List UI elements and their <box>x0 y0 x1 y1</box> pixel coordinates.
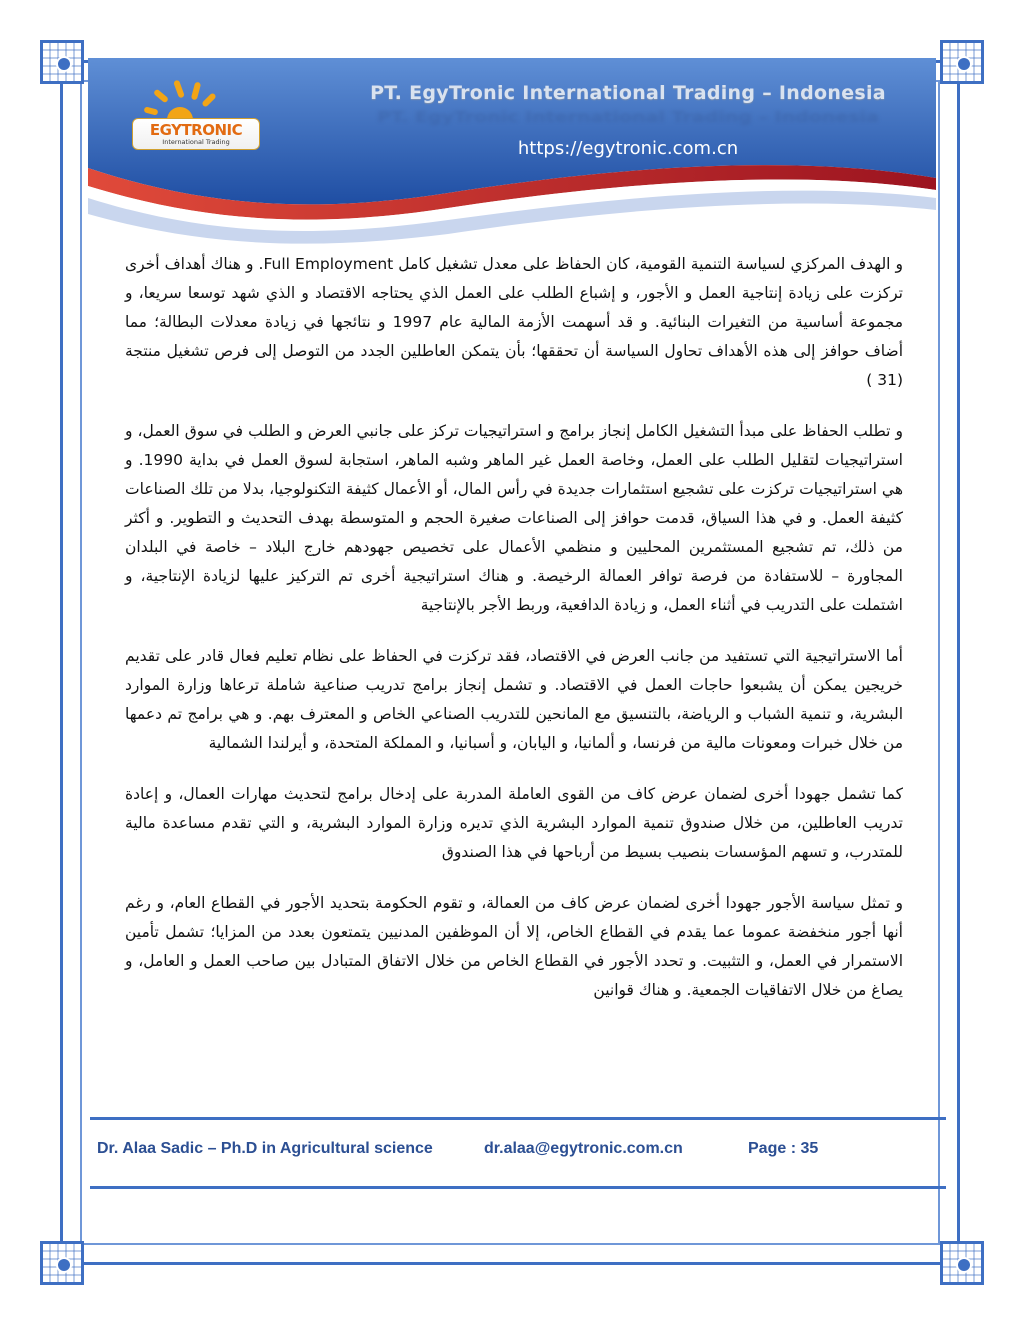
footer-divider <box>90 1117 946 1120</box>
paragraph: أما الاستراتيجية التي تستفيد من جانب العرض في الاقتصاد، فقد تركزت في الحفاظ على نظام تعليم فعال قادر على تقديم خريجين يمكن أن يشبعوا حاجات العمل في الاقتصاد. و تشمل إنجاز برامج تدريب صناعية شاملة ترعاها وزارة الموارد البشرية، و تنمية الشباب و الرياضة، بالتنسيق مع المانحين للتدريب الصناعي الخاص و المعترف بهم. و هي برامج تم دعمها من خلال خبرات ومعونات مالية من فرنسا، و ألمانيا، و اليابان، و أسبانيا، و المملكة المتحدة، و أيرلندا الشمالية <box>125 647 903 752</box>
logo-badge <box>132 118 260 150</box>
footer-email-link[interactable]: dr.alaa@egytronic.com.cn <box>484 1140 683 1157</box>
company-url-link[interactable]: https://egytronic.com.cn <box>517 138 739 159</box>
company-logo <box>118 78 268 158</box>
paragraph: و تمثل سياسة الأجور جهودا أخرى لضمان عرض كاف من العمالة، و تقوم الحكومة بتحديد الأجور في القطاع العام، و رغم أنها أجور منخفضة عموما عما يقدم في القطاع الخاص، إلا أن الموظفين المدنيين يتمتعون بعدد من المزايا؛ تشمل تأمين الاستمرار في العمل، و التثبيت. و تحدد الأجور في القطاع الخاص من خلال الاتفاق المتبادل بين صاحب العمل و العامل، و يصاغ من خلال الاتفاقيات الجمعية. و هناك قوانين <box>125 894 903 999</box>
header-banner <box>88 58 936 248</box>
company-title: PT. EgyTronic International Trading – Indonesia <box>370 82 886 104</box>
logo-name: EGYTRONIC <box>149 121 243 139</box>
paragraph: و الهدف المركزي لسياسة التنمية القومية، كان الحفاظ على معدل تشغيل كامل Full Employment. و هناك أهداف أخرى تركزت على زيادة إنتاجية العمل و الأجور، و إشباع الطلب على العمل الذي يحتاجه الاقتصاد و الذي شهد توسعا سريعا، و مجموعة أساسية من التغيرات البنائية. و قد أسهمت الأزمة المالية عام 1997 و نتائجها في زيادة معدلات البطالة؛ مما أضاف حوافز إلى هذه الأهداف تحاول السياسة أن تحققها؛ بأن يتمكن العاطلين الجدد من التوصل إلى فرص تشغيل منتجة (31 ) <box>125 255 904 389</box>
corner-ornament-icon <box>940 40 984 84</box>
corner-ornament-icon <box>40 1241 84 1285</box>
company-title-reflection: PT. EgyTronic International Trading – Indonesia <box>377 108 879 126</box>
page-number: Page : 35 <box>748 1140 819 1157</box>
logo-tagline: International Trading <box>162 138 230 146</box>
footer-divider <box>90 1186 946 1189</box>
paragraph: كما تشمل جهودا أخرى لضمان عرض كاف من القوى العاملة المدربة على إدخال برامج لتحديث مهارات العمال، و إعادة تدريب العاطلين، من خلال صندوق تنمية الموارد البشرية الذي تديره وزارة الموارد البشرية، و التي تقدم مساعدة مالية للمتدرب، و تسهم المؤسسات بنصيب بسيط من أرباحها في هذا الصندوق <box>125 785 903 861</box>
paragraph: و تطلب الحفاظ على مبدأ التشغيل الكامل إنجاز برامج و استراتيجيات تركز على جانبي العرض و الطلب في سوق العمل، و استراتيجيات لتقليل الطلب على العمل، وخاصة العمل غير الماهر وشبه الماهر، استجابة لسوق العمل في بداية 1990. و هي استراتيجيات تركزت على تشجيع استثمارات جديدة في رأس المال، أو الأعمال كثيفة التكنولوجيا، بدلا من تلك الصناعات كثيفة العمل. و في هذا السياق، قدمت حوافز إلى الصناعات صغيرة الحجم و المتوسطة بهدف التحديث و التطوير. و أكثر من ذلك، تم تشجيع المستثمرين المحليين و منظمي الأعمال على تخصيص جهودهم خارج البلاد – خاصة في البلدان المجاورة – للاستفادة من فرصة توافر العمالة الرخيصة. و هناك استراتيجية أخرى تم التركيز عليها لزيادة الإنتاجية، و اشتملت على التدريب في أثناء العمل، و زيادة الدافعية، وربط الأجر بالإنتاجية <box>125 422 903 614</box>
footer-author: Dr. Alaa Sadic – Ph.D in Agricultural science <box>97 1140 433 1157</box>
corner-ornament-icon <box>940 1241 984 1285</box>
document-body <box>125 250 903 1027</box>
corner-ornament-icon <box>40 40 84 84</box>
sun-rays-icon <box>118 78 268 123</box>
